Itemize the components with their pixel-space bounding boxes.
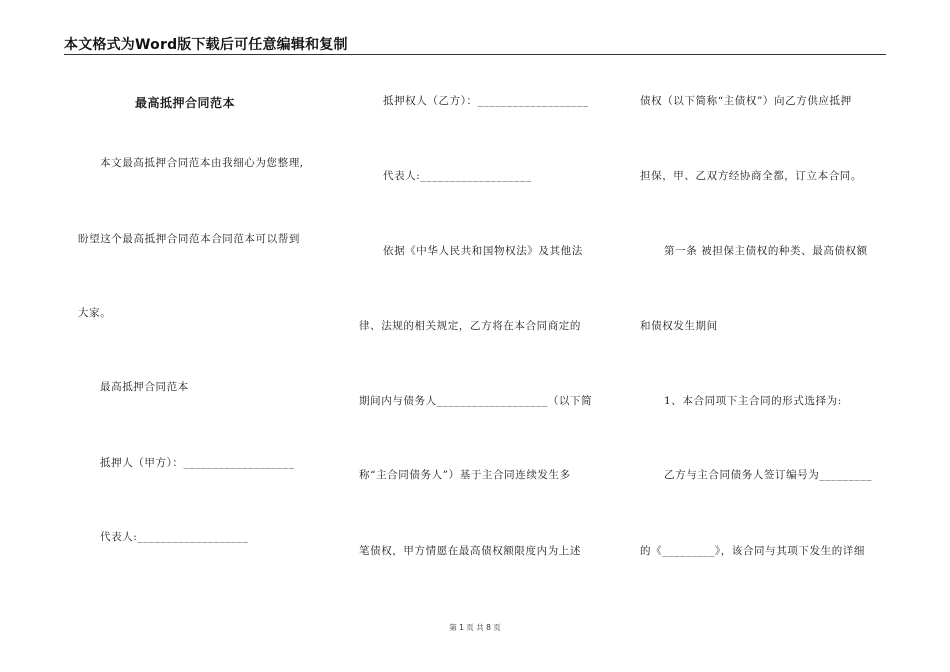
middle-line-5: 期间内与债务人___________________（以下简 [359,395,593,407]
left-line-4: 最高抵押合同范本 [100,381,189,393]
header-divider [64,54,886,55]
middle-line-4: 律、法规的相关规定，乙方将在本合同商定的 [359,320,581,332]
left-line-3: 大家。 [78,307,112,319]
page-number: 第 1 页 共 8 页 [449,623,501,632]
left-line-5: 抵押人（甲方）：___________________ [100,457,295,469]
middle-line-2: 代表人:___________________ [383,170,532,182]
right-line-7: 的《_________》，该合同与其项下发生的详细 [640,545,865,557]
right-line-4: 和债权发生期间 [640,320,718,332]
document-title: 最高抵押合同范本 [135,96,236,110]
middle-line-7: 笔债权，甲方情愿在最高债权额限度内为上述 [359,545,581,557]
right-line-1: 债权（以下简称“主债权”）向乙方供应抵押 [640,95,852,107]
left-line-2: 盼望这个最高抵押合同范本合同范本可以帮到 [78,233,300,245]
right-line-6: 乙方与主合同债务人签订编号为_________ [664,469,873,481]
left-line-1: 本文最高抵押合同范本由我细心为您整理, [100,157,304,169]
document-banner: 本文格式为Word版下载后可任意编辑和复制 [64,37,348,53]
right-line-5: 1、本合同项下主合同的形式选择为: [664,395,842,407]
left-line-6: 代表人:___________________ [100,531,249,543]
middle-line-6: 称“主合同债务人”）基于主合同连续发生多 [359,469,571,481]
right-line-2: 担保，甲、乙双方经协商全都，订立本合同。 [640,170,862,182]
middle-line-3: 依据《中华人民共和国物权法》及其他法 [383,245,583,257]
middle-line-1: 抵押权人（乙方）：___________________ [383,95,589,107]
right-line-3: 第一条 被担保主债权的种类、最高债权额 [664,245,868,257]
